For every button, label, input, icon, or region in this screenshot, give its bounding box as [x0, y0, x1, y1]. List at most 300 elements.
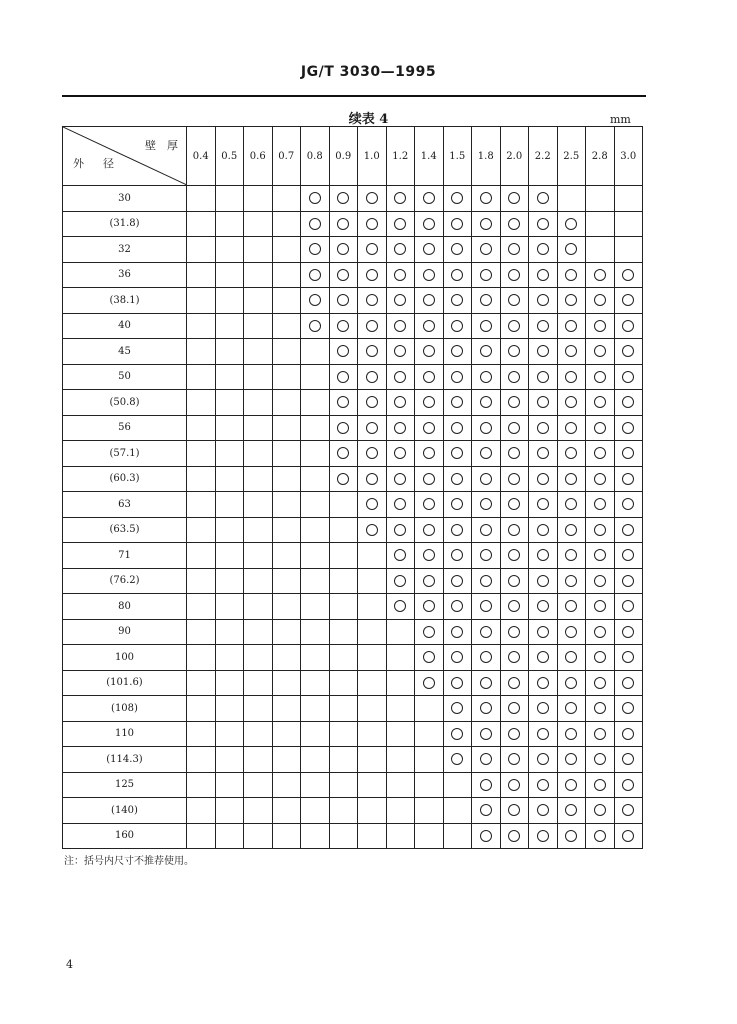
size-cell [472, 492, 501, 518]
size-cell [529, 543, 558, 569]
table-row [63, 339, 643, 365]
size-cell [215, 415, 244, 441]
available-circle-icon [622, 447, 634, 459]
available-circle-icon [622, 422, 634, 434]
size-cell [500, 670, 529, 696]
available-circle-icon [594, 371, 606, 383]
available-circle-icon [480, 779, 492, 791]
size-cell [557, 186, 586, 212]
size-cell [557, 721, 586, 747]
size-cell [529, 288, 558, 314]
size-cell [272, 415, 301, 441]
available-circle-icon [423, 626, 435, 638]
size-cell [244, 517, 273, 543]
table-body [63, 186, 643, 849]
table-row [63, 492, 643, 518]
size-cell [329, 543, 358, 569]
size-cell [614, 237, 643, 263]
size-cell [358, 823, 387, 849]
table-row [63, 747, 643, 773]
size-cell [215, 543, 244, 569]
size-cell [272, 288, 301, 314]
size-cell [557, 619, 586, 645]
size-cell [244, 466, 273, 492]
available-circle-icon [394, 600, 406, 612]
available-circle-icon [622, 320, 634, 332]
size-cell [529, 594, 558, 620]
available-circle-icon [565, 320, 577, 332]
available-circle-icon [423, 371, 435, 383]
size-cell [415, 619, 444, 645]
available-circle-icon [537, 345, 549, 357]
available-circle-icon [480, 651, 492, 663]
size-cell [586, 645, 615, 671]
outer-diameter-cell: 50 [63, 364, 187, 390]
table-row [63, 288, 643, 314]
available-circle-icon [480, 396, 492, 408]
available-circle-icon [565, 218, 577, 230]
size-cell [244, 670, 273, 696]
available-circle-icon [451, 575, 463, 587]
size-cell [443, 517, 472, 543]
available-circle-icon [366, 269, 378, 281]
size-cell [500, 619, 529, 645]
size-cell [272, 670, 301, 696]
size-cell [557, 415, 586, 441]
available-circle-icon [594, 779, 606, 791]
available-circle-icon [423, 396, 435, 408]
size-cell [187, 237, 216, 263]
size-cell [614, 670, 643, 696]
page-number: 4 [66, 958, 73, 971]
available-circle-icon [594, 575, 606, 587]
size-cell [244, 313, 273, 339]
table-row [63, 619, 643, 645]
size-cell [386, 721, 415, 747]
size-cell [244, 696, 273, 722]
size-cell [614, 696, 643, 722]
size-cell [301, 364, 330, 390]
available-circle-icon [451, 626, 463, 638]
size-cell [500, 441, 529, 467]
available-circle-icon [423, 549, 435, 561]
size-cell [586, 390, 615, 416]
size-cell [614, 364, 643, 390]
outer-diameter-cell: 63 [63, 492, 187, 518]
size-cell [472, 364, 501, 390]
size-cell [301, 288, 330, 314]
available-circle-icon [366, 192, 378, 204]
available-circle-icon [451, 600, 463, 612]
size-cell [529, 262, 558, 288]
available-circle-icon [537, 498, 549, 510]
available-circle-icon [508, 779, 520, 791]
size-cell [500, 798, 529, 824]
size-cell [529, 798, 558, 824]
available-circle-icon [565, 830, 577, 842]
size-cell [614, 721, 643, 747]
size-cell [557, 262, 586, 288]
thickness-header: 0.7 [272, 127, 301, 186]
available-circle-icon [451, 651, 463, 663]
available-circle-icon [508, 371, 520, 383]
size-cell [358, 594, 387, 620]
size-cell [586, 696, 615, 722]
size-cell [301, 517, 330, 543]
available-circle-icon [394, 320, 406, 332]
available-circle-icon [480, 600, 492, 612]
size-cell [472, 568, 501, 594]
table-row [63, 211, 643, 237]
size-cell [329, 288, 358, 314]
size-cell [272, 186, 301, 212]
available-circle-icon [565, 498, 577, 510]
size-cell [529, 696, 558, 722]
available-circle-icon [366, 320, 378, 332]
size-cell [500, 747, 529, 773]
size-cell [358, 441, 387, 467]
available-circle-icon [366, 294, 378, 306]
available-circle-icon [451, 422, 463, 434]
size-table [62, 126, 643, 849]
size-cell [443, 619, 472, 645]
available-circle-icon [622, 804, 634, 816]
size-cell [301, 747, 330, 773]
size-cell [386, 645, 415, 671]
size-cell [358, 211, 387, 237]
size-cell [329, 364, 358, 390]
thickness-header: 0.5 [215, 127, 244, 186]
size-cell [529, 492, 558, 518]
size-cell [386, 211, 415, 237]
size-cell [415, 237, 444, 263]
size-cell [586, 288, 615, 314]
size-cell [301, 415, 330, 441]
size-cell [472, 696, 501, 722]
available-circle-icon [451, 294, 463, 306]
available-circle-icon [337, 473, 349, 485]
size-cell [386, 619, 415, 645]
size-cell [301, 492, 330, 518]
size-cell [443, 645, 472, 671]
size-cell [443, 313, 472, 339]
thickness-header: 1.0 [358, 127, 387, 186]
available-circle-icon [565, 651, 577, 663]
size-cell [614, 594, 643, 620]
size-cell [187, 772, 216, 798]
size-cell [358, 798, 387, 824]
thickness-header: 1.2 [386, 127, 415, 186]
size-cell [557, 466, 586, 492]
available-circle-icon [423, 345, 435, 357]
size-cell [244, 645, 273, 671]
size-cell [215, 313, 244, 339]
size-cell [586, 721, 615, 747]
size-cell [529, 211, 558, 237]
available-circle-icon [337, 396, 349, 408]
available-circle-icon [565, 702, 577, 714]
available-circle-icon [622, 702, 634, 714]
available-circle-icon [622, 473, 634, 485]
available-circle-icon [394, 396, 406, 408]
available-circle-icon [480, 626, 492, 638]
size-cell [443, 696, 472, 722]
table-row [63, 543, 643, 569]
size-cell [386, 466, 415, 492]
size-cell [358, 492, 387, 518]
size-cell [187, 721, 216, 747]
size-cell [187, 211, 216, 237]
available-circle-icon [622, 269, 634, 281]
available-circle-icon [480, 473, 492, 485]
available-circle-icon [594, 728, 606, 740]
available-circle-icon [594, 830, 606, 842]
size-cell [586, 517, 615, 543]
available-circle-icon [622, 524, 634, 536]
available-circle-icon [394, 371, 406, 383]
size-cell [215, 594, 244, 620]
available-circle-icon [537, 269, 549, 281]
size-cell [301, 823, 330, 849]
available-circle-icon [451, 320, 463, 332]
table-row [63, 517, 643, 543]
size-cell [329, 772, 358, 798]
size-cell [586, 339, 615, 365]
size-cell [187, 288, 216, 314]
size-cell [614, 492, 643, 518]
size-cell [443, 670, 472, 696]
size-cell [529, 568, 558, 594]
size-cell [415, 772, 444, 798]
available-circle-icon [508, 396, 520, 408]
size-cell [386, 594, 415, 620]
available-circle-icon [508, 575, 520, 587]
thickness-header: 1.4 [415, 127, 444, 186]
size-cell [472, 441, 501, 467]
available-circle-icon [366, 524, 378, 536]
available-circle-icon [394, 218, 406, 230]
available-circle-icon [480, 218, 492, 230]
size-cell [244, 568, 273, 594]
size-cell [443, 237, 472, 263]
size-cell [215, 517, 244, 543]
table-row [63, 568, 643, 594]
size-cell [472, 288, 501, 314]
size-cell [472, 466, 501, 492]
size-cell [614, 262, 643, 288]
available-circle-icon [537, 830, 549, 842]
available-circle-icon [537, 779, 549, 791]
size-cell [415, 262, 444, 288]
available-circle-icon [394, 345, 406, 357]
size-cell [187, 390, 216, 416]
corner-label-diameter: 径 [103, 157, 114, 170]
size-cell [557, 823, 586, 849]
size-cell [586, 670, 615, 696]
available-circle-icon [480, 422, 492, 434]
size-cell [272, 619, 301, 645]
size-cell [187, 517, 216, 543]
available-circle-icon [366, 243, 378, 255]
available-circle-icon [622, 396, 634, 408]
available-circle-icon [309, 218, 321, 230]
size-cell [358, 747, 387, 773]
size-cell [215, 772, 244, 798]
available-circle-icon [594, 677, 606, 689]
available-circle-icon [537, 371, 549, 383]
available-circle-icon [480, 447, 492, 459]
available-circle-icon [508, 269, 520, 281]
available-circle-icon [480, 269, 492, 281]
available-circle-icon [480, 524, 492, 536]
available-circle-icon [337, 192, 349, 204]
size-cell [415, 568, 444, 594]
size-cell [614, 211, 643, 237]
available-circle-icon [508, 320, 520, 332]
table-header-row [63, 127, 643, 186]
size-cell [358, 619, 387, 645]
size-cell [500, 466, 529, 492]
outer-diameter-cell: 160 [63, 823, 187, 849]
size-cell [329, 594, 358, 620]
outer-diameter-cell: (63.5) [63, 517, 187, 543]
available-circle-icon [565, 422, 577, 434]
available-circle-icon [394, 269, 406, 281]
size-cell [301, 670, 330, 696]
size-cell [329, 339, 358, 365]
size-cell [244, 390, 273, 416]
size-cell [272, 798, 301, 824]
outer-diameter-cell: (140) [63, 798, 187, 824]
table-row [63, 798, 643, 824]
size-cell [358, 390, 387, 416]
size-cell [187, 543, 216, 569]
size-cell [443, 288, 472, 314]
available-circle-icon [394, 294, 406, 306]
size-cell [215, 747, 244, 773]
size-cell [187, 594, 216, 620]
size-cell [329, 390, 358, 416]
size-cell [586, 186, 615, 212]
size-cell [358, 262, 387, 288]
size-cell [329, 237, 358, 263]
available-circle-icon [537, 320, 549, 332]
size-cell [386, 339, 415, 365]
size-cell [443, 747, 472, 773]
size-cell [472, 543, 501, 569]
size-cell [272, 211, 301, 237]
size-cell [586, 237, 615, 263]
size-cell [500, 211, 529, 237]
thickness-header: 1.8 [472, 127, 501, 186]
document-code: JG/T 3030—1995 [300, 64, 437, 80]
available-circle-icon [594, 753, 606, 765]
available-circle-icon [594, 498, 606, 510]
size-cell [614, 517, 643, 543]
size-cell [472, 670, 501, 696]
size-cell [472, 390, 501, 416]
available-circle-icon [337, 294, 349, 306]
size-cell [443, 594, 472, 620]
available-circle-icon [366, 218, 378, 230]
available-circle-icon [309, 243, 321, 255]
size-cell [557, 211, 586, 237]
size-cell [472, 313, 501, 339]
available-circle-icon [594, 447, 606, 459]
available-circle-icon [394, 498, 406, 510]
size-cell [386, 492, 415, 518]
size-cell [472, 721, 501, 747]
available-circle-icon [508, 677, 520, 689]
size-cell [500, 288, 529, 314]
available-circle-icon [594, 422, 606, 434]
available-circle-icon [622, 575, 634, 587]
outer-diameter-cell: (31.8) [63, 211, 187, 237]
size-cell [386, 696, 415, 722]
table-row [63, 364, 643, 390]
size-cell [443, 772, 472, 798]
size-cell [443, 339, 472, 365]
available-circle-icon [423, 269, 435, 281]
available-circle-icon [423, 192, 435, 204]
size-cell [614, 823, 643, 849]
size-cell [301, 798, 330, 824]
available-circle-icon [451, 371, 463, 383]
size-cell [386, 390, 415, 416]
size-cell [557, 747, 586, 773]
available-circle-icon [508, 345, 520, 357]
available-circle-icon [451, 549, 463, 561]
available-circle-icon [337, 243, 349, 255]
available-circle-icon [423, 243, 435, 255]
size-cell [272, 237, 301, 263]
available-circle-icon [508, 651, 520, 663]
size-cell [301, 262, 330, 288]
size-cell [500, 772, 529, 798]
size-cell [244, 237, 273, 263]
available-circle-icon [451, 345, 463, 357]
size-cell [614, 441, 643, 467]
available-circle-icon [480, 320, 492, 332]
size-cell [557, 441, 586, 467]
size-cell [415, 823, 444, 849]
size-cell [557, 772, 586, 798]
size-cell [358, 364, 387, 390]
size-cell [187, 492, 216, 518]
size-cell [614, 186, 643, 212]
available-circle-icon [309, 192, 321, 204]
size-cell [329, 619, 358, 645]
size-cell [301, 339, 330, 365]
available-circle-icon [622, 549, 634, 561]
size-cell [244, 288, 273, 314]
size-cell [472, 339, 501, 365]
size-cell [443, 721, 472, 747]
outer-diameter-cell: (38.1) [63, 288, 187, 314]
size-cell [386, 823, 415, 849]
available-circle-icon [451, 447, 463, 459]
size-cell [386, 568, 415, 594]
size-cell [557, 670, 586, 696]
size-cell [472, 823, 501, 849]
available-circle-icon [565, 473, 577, 485]
size-cell [415, 466, 444, 492]
available-circle-icon [508, 498, 520, 510]
size-cell [244, 415, 273, 441]
available-circle-icon [565, 345, 577, 357]
available-circle-icon [480, 804, 492, 816]
size-cell [415, 721, 444, 747]
